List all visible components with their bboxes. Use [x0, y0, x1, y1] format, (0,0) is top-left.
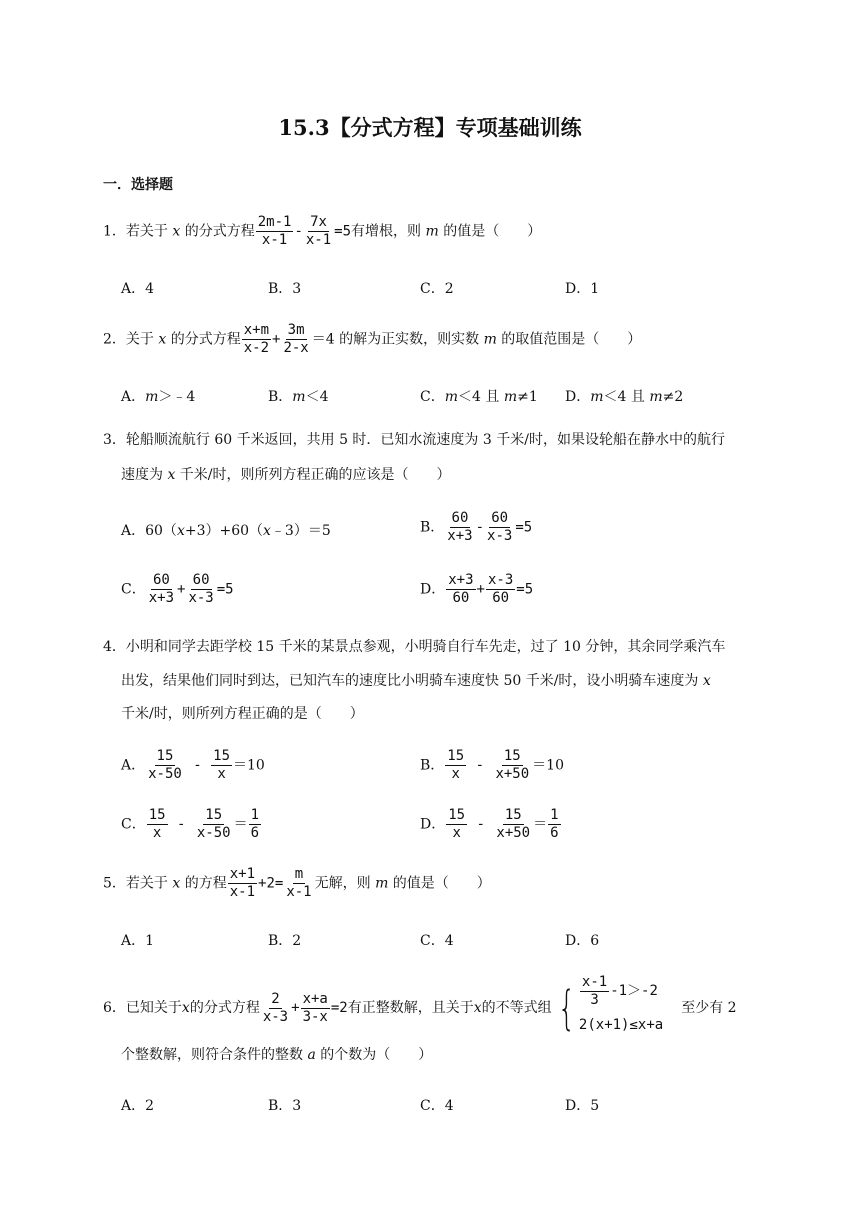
q1-option-d[interactable]: D．1	[565, 281, 600, 297]
denominator: 6	[250, 825, 260, 841]
q2-var: m	[483, 331, 497, 348]
numerator: 15	[447, 748, 465, 764]
denominator: 3	[590, 991, 599, 1008]
q5-option-a[interactable]: A．1	[121, 933, 155, 949]
option-text: ＜4 且	[603, 389, 650, 405]
q5-var: x	[172, 875, 181, 892]
fraction	[249, 807, 261, 842]
q1-text: 的分式方程	[180, 223, 255, 240]
denominator: x-3	[188, 590, 214, 606]
denominator: x-3	[487, 528, 513, 544]
q6-option-a[interactable]: A．2	[121, 1098, 155, 1114]
question-3-line-1: 3．轮船顺流航行 60 千米返回，共用 5 时．已知水流速度为 3 千米/时，如果设轮船在静水中的航行	[103, 432, 725, 448]
q4-text: 出发，结果他们同时到达，已知汽车的速度比小明骑车速度快 50 千米/时，设小明骑车速度为	[121, 673, 703, 689]
q6-text: 6．已知关于	[103, 1000, 182, 1016]
numerator: x+1	[229, 866, 256, 882]
denominator: x-2	[243, 340, 270, 356]
q2-option-c[interactable]	[420, 386, 538, 406]
numerator: 3m	[287, 322, 305, 338]
equals: ＝4	[311, 331, 335, 348]
q3-option-d[interactable]	[420, 572, 533, 607]
fraction	[485, 510, 514, 545]
q5-text: 无解，则	[314, 875, 376, 892]
numerator: x+a	[302, 990, 328, 1007]
q1-text: 的值是（ ）	[438, 223, 542, 240]
system-row-2	[579, 1008, 663, 1042]
q2-option-a[interactable]	[121, 386, 195, 406]
operator: +	[291, 1000, 300, 1016]
q1-option-b[interactable]: B．3	[268, 281, 302, 297]
fraction	[147, 807, 168, 842]
fraction	[493, 748, 531, 783]
option-letter: D．	[420, 581, 446, 598]
option-letter: B．	[268, 389, 293, 405]
q6-option-c[interactable]: C．4	[420, 1098, 454, 1114]
numerator: 15	[503, 748, 521, 764]
equals: =2	[330, 1000, 348, 1016]
q2-option-b[interactable]	[268, 386, 329, 406]
option-var: m	[503, 389, 518, 405]
question-1	[103, 214, 541, 249]
q2-fraction-1	[242, 322, 271, 357]
fraction	[445, 748, 466, 783]
option-text: +3）+60（	[184, 523, 264, 539]
numerator: 2	[271, 990, 280, 1007]
q4-option-d[interactable]	[420, 807, 562, 842]
q6-option-d[interactable]: D．5	[565, 1098, 600, 1114]
option-letter: A．	[121, 757, 146, 774]
q1-option-a[interactable]: A．4	[121, 281, 155, 297]
fraction	[445, 510, 474, 545]
denominator: x-1	[229, 884, 256, 900]
numerator: 15	[213, 748, 230, 764]
numerator: 15	[156, 748, 174, 764]
numerator: 15	[504, 807, 522, 823]
equals: ＝10	[532, 757, 564, 774]
numerator: 15	[205, 807, 223, 823]
section-heading: 一．选择题	[103, 177, 173, 193]
page-title: 15.3【分式方程】专项基础训练	[278, 115, 582, 140]
brace-icon: {	[557, 981, 576, 1035]
fraction	[446, 807, 467, 842]
question-6-line-1	[103, 974, 737, 1042]
option-var: m	[145, 389, 159, 405]
denominator: x-50	[148, 766, 182, 782]
q4-var: x	[702, 673, 711, 689]
q6-text: 的个数为（ ）	[315, 1047, 433, 1063]
q3-text: 千米/时，则所列方程正确的应该是（ ）	[175, 467, 451, 483]
operator: -	[184, 757, 211, 774]
numerator: x+3	[448, 572, 474, 588]
q5-fraction-2	[284, 866, 313, 901]
q5-text: 5．若关于	[103, 875, 173, 892]
denominator: x+3	[148, 590, 175, 606]
option-letter: C．	[420, 389, 445, 405]
q6-fraction-2	[301, 991, 330, 1026]
numerator: 1	[250, 807, 260, 823]
inequality-text: -1＞-2	[610, 983, 658, 999]
numerator: 2m-1	[257, 214, 292, 230]
option-letter: C．	[121, 581, 146, 598]
numerator: 60	[451, 510, 469, 526]
fraction	[446, 572, 475, 607]
question-4-line-1: 4．小明和同学去距学校 15 千米的某景点参观，小明骑自行车先走，过了 10 分钟，其余同学乘汽车	[103, 639, 726, 655]
q4-option-b[interactable]	[420, 748, 564, 783]
equals: =5	[516, 581, 534, 598]
q3-option-a[interactable]	[121, 520, 331, 540]
q2-option-d[interactable]	[565, 386, 683, 406]
q1-var: x	[172, 223, 181, 240]
system-rows	[579, 974, 663, 1042]
numerator: x-3	[487, 572, 514, 588]
operator: +2=	[258, 875, 284, 892]
q2-var: x	[158, 331, 167, 348]
option-var: x	[263, 523, 271, 539]
option-var: x	[176, 523, 185, 539]
option-letter: A．	[121, 389, 146, 405]
option-var: m	[590, 389, 604, 405]
denominator: x-50	[196, 825, 231, 841]
q6-var: x	[181, 1000, 190, 1016]
q5-text: 的方程	[180, 875, 227, 892]
question-2	[103, 322, 641, 357]
fraction	[211, 748, 232, 783]
option-text: A．60（	[121, 523, 177, 539]
option-text: ﹣3）＝5	[270, 523, 331, 539]
q2-text: 的解为正实数，则实数	[334, 331, 484, 348]
numerator: m	[294, 866, 304, 882]
denominator: x	[452, 825, 461, 841]
fraction	[548, 807, 560, 842]
option-letter: B．	[420, 519, 445, 536]
option-text: ≠1	[517, 389, 538, 405]
fraction	[494, 807, 532, 842]
fraction	[580, 974, 609, 1009]
q5-fraction-1	[228, 866, 257, 901]
q1-text: 有增根，则	[351, 223, 426, 240]
q5-option-c[interactable]: C．4	[420, 933, 454, 949]
numerator: x-1	[581, 973, 608, 990]
numerator: 15	[148, 807, 166, 823]
numerator: 60	[152, 572, 170, 588]
q6-text: 的分式方程	[189, 1000, 260, 1016]
question-4-line-2	[121, 671, 711, 691]
option-letter: C．	[121, 816, 146, 833]
system-row-1	[579, 974, 663, 1008]
q6-var: x	[473, 1000, 482, 1016]
denominator: 60	[492, 590, 510, 606]
q1-option-c[interactable]: C．2	[420, 281, 454, 297]
q6-text: 有正整数解，且关于	[347, 1000, 474, 1016]
q6-fraction-1	[261, 991, 290, 1026]
numerator: 7x	[310, 214, 327, 230]
q5-option-d[interactable]: D．6	[565, 933, 600, 949]
inequality-text: 2(x+1)≤x+a	[578, 1017, 664, 1033]
denominator: x+3	[447, 528, 473, 544]
option-letter: D．	[420, 816, 446, 833]
q1-fraction-1	[256, 214, 294, 249]
q3-var: x	[167, 467, 176, 483]
denominator: x	[451, 766, 460, 782]
option-text: ＞﹣4	[158, 389, 196, 405]
operator: -	[475, 519, 485, 536]
fraction	[147, 572, 176, 607]
q5-option-b[interactable]: B．2	[268, 933, 302, 949]
fraction	[186, 572, 215, 607]
equals: ＝	[533, 816, 548, 833]
numerator: 1	[550, 807, 559, 823]
operator: -	[468, 816, 494, 833]
denominator: 60	[452, 590, 470, 606]
option-letter: B．	[420, 757, 445, 774]
q6-text: 的不等式组	[481, 1000, 552, 1016]
fraction	[195, 807, 233, 842]
denominator: 6	[550, 825, 559, 841]
q3-text: 速度为	[121, 467, 168, 483]
q4-option-a[interactable]	[121, 748, 265, 783]
option-text: ＜4 且	[458, 389, 504, 405]
operator: +	[272, 331, 281, 348]
question-6-line-2	[121, 1045, 432, 1065]
equals: ＝10	[233, 757, 265, 774]
q2-text: 的分式方程	[166, 331, 241, 348]
denominator: x	[152, 825, 162, 841]
q1-text: 1．若关于	[103, 223, 173, 240]
fraction	[146, 748, 184, 783]
operator: +	[476, 581, 485, 598]
denominator: 3-x	[302, 1008, 328, 1025]
numerator: 60	[192, 572, 210, 588]
question-3-line-2	[121, 465, 451, 485]
equals: ＝	[233, 816, 248, 833]
q2-text: 的取值范围是（ ）	[496, 331, 642, 348]
denominator: x+50	[496, 825, 531, 841]
denominator: x-1	[261, 232, 288, 248]
q1-fraction-2	[304, 214, 333, 249]
q2-text: 2．关于	[103, 331, 159, 348]
operator: +	[177, 581, 186, 598]
option-var: m	[649, 389, 663, 405]
q6-text: 个整数解，则符合条件的整数	[121, 1047, 308, 1063]
option-text: ≠2	[662, 389, 684, 405]
option-var: m	[292, 389, 306, 405]
denominator: x-1	[286, 884, 312, 900]
q1-var: m	[425, 223, 439, 240]
q6-text: 至少有 2	[681, 1000, 737, 1016]
equals: =5	[216, 581, 234, 598]
q5-var: m	[375, 875, 389, 892]
denominator: 2-x	[283, 340, 309, 356]
numerator: 15	[448, 807, 466, 823]
numerator: x+m	[243, 322, 270, 338]
denominator: x-3	[262, 1008, 289, 1025]
option-text: ＜4	[305, 389, 329, 405]
equals: =5	[334, 223, 352, 240]
equals: =5	[515, 519, 533, 536]
question-5	[103, 866, 491, 901]
question-4-line-3: 千米/时，则所列方程正确的是（ ）	[121, 706, 364, 722]
operator: -	[168, 816, 194, 833]
denominator: x	[217, 766, 226, 782]
q3-option-c[interactable]	[121, 572, 234, 607]
operator: -	[467, 757, 493, 774]
option-var: m	[444, 389, 458, 405]
q6-option-b[interactable]: B．3	[268, 1098, 302, 1114]
numerator: 60	[491, 510, 509, 526]
denominator: x+50	[495, 766, 530, 782]
option-letter: D．	[565, 389, 591, 405]
q2-fraction-2	[281, 322, 310, 357]
q5-text: 的值是（ ）	[388, 875, 491, 892]
q6-var: a	[307, 1047, 316, 1063]
denominator: x-1	[305, 232, 332, 248]
fraction	[486, 572, 515, 607]
operator: -	[294, 223, 303, 240]
inequality-system	[552, 974, 664, 1042]
q4-option-c[interactable]	[121, 807, 262, 842]
q3-option-b[interactable]	[420, 510, 532, 545]
